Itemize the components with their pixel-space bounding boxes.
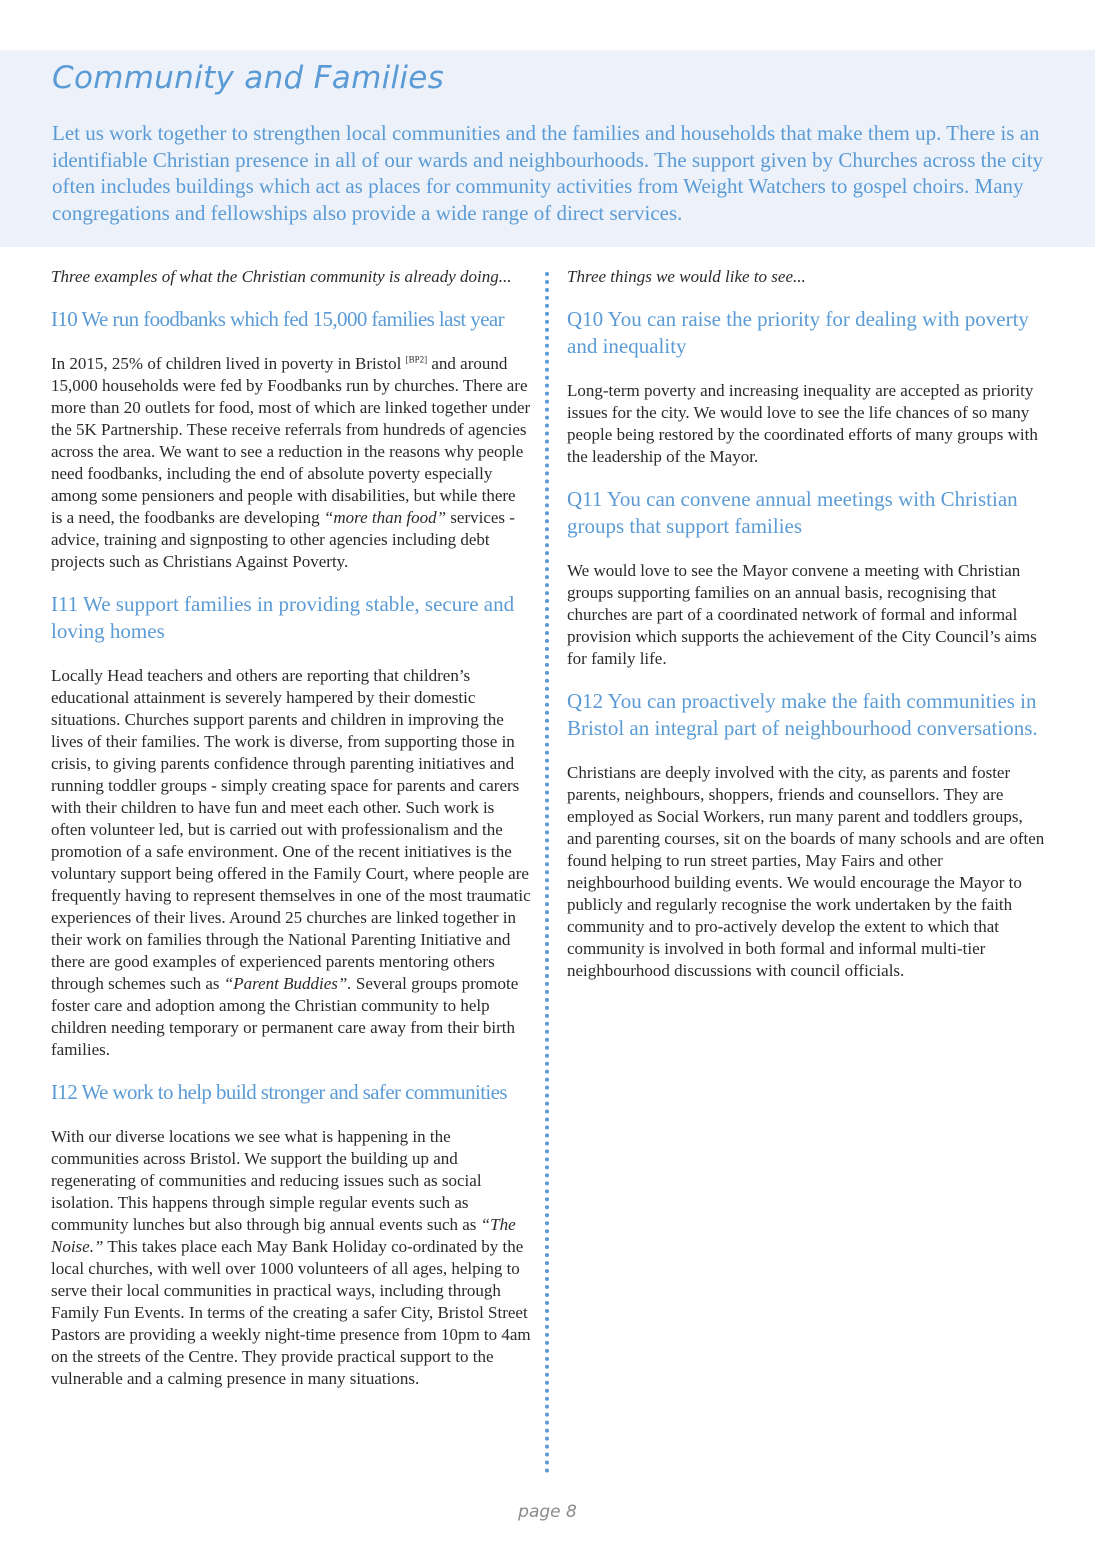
section-body-q11: We would love to see the Mayor convene a meeting with Christian groups supporting families on an annual basis, recognising that churches are part of a coordinated network of formal and informal provision which supports the achievement of the City Council’s aims for family life. bbox=[567, 561, 1037, 668]
left-column bbox=[51, 262, 531, 1408]
right-column-intro: Three things we would like to see... bbox=[567, 267, 806, 286]
section-heading-q11: Q11 You can convene annual meetings with Christian groups that support families bbox=[567, 487, 1018, 538]
section-heading-q12: Q12 You can proactively make the faith communities in Bristol an integral part of neighbourhood conversations. bbox=[567, 689, 1038, 740]
section-body-q12: Christians are deeply involved with the city, as parents and foster parents, neighbours, shoppers, friends and counsellors. They are employed as Social Workers, run many parent and toddlers groups, and parenting courses, sit on the boards of many schools and are often found helping to run street parties, May Fairs and other neighbourhood building events. We would encourage the Mayor to publicly and regularly recognise the work undertaken by the faith community and to pro-actively develop the extent to which that community is involved in both formal and informal multi-tier neighbourhood discussions with council officials. bbox=[567, 763, 1045, 980]
body-text-span: Locally Head teachers and others are reporting that children’s educational attainment is severely hampered by their domestic situations. Churches support parents and children in improving the lives of their families. The work is diverse, from supporting those in crisis, to giving parents confidence through parenting initiatives and running toddler groups - simply creating space for parents and carers with their children to have fun and meet each other. Such work is often volunteer led, but is carried out with professionalism and the promotion of a safe environment. One of the recent initiatives is the voluntary support being offered in the Family Court, where people are frequently having to represent themselves in one of the most traumatic experiences of their lives. Around 25 churches are linked together in their work on families through the National Parenting Initiative and there are good examples of experienced parents mentoring others through schemes such as bbox=[51, 666, 531, 993]
body-text-span: This takes place each May Bank Holiday co-ordinated by the local churches, with well over 1000 volunteers of all ages, helping to serve their local communities in practical ways, including through Family Fun Events. In terms of the creating a safer City, Bristol Street Pastors are providing a weekly night-time presence from 10pm to 4am on the streets of the Centre. They provide practical support to the vulnerable and a calming presence in many situations. bbox=[51, 1237, 531, 1388]
section-heading-q10: Q10 You can raise the priority for dealing with poverty and inequality bbox=[567, 307, 1029, 358]
quoted-phrase: “Parent Buddies”. bbox=[223, 974, 352, 993]
section-heading-i10: I10 We run foodbanks which fed 15,000 families last year bbox=[51, 307, 505, 331]
section-body-i10 bbox=[51, 353, 531, 573]
section-heading-i12: I12 We work to help build stronger and safer communities bbox=[51, 1080, 507, 1104]
intro-paragraph: Let us work together to strengthen local communities and the families and households that make them up. There is an identifiable Christian presence in all of our wards and neighbourhoods. The support given by Churches across the city often includes buildings which act as places for community activities from Weight Watchers to gospel choirs. Many congregations and fellowships also provide a wide range of direct services. bbox=[52, 121, 1044, 225]
page-title: Community and Families bbox=[52, 60, 445, 96]
section-body-q10: Long-term poverty and increasing inequality are accepted as priority issues for the city. We would love to see the life chances of so many people being restored by the coordinated efforts of many groups with the leadership of the Mayor. bbox=[567, 381, 1038, 466]
body-text-span: Several groups promote foster care and adoption among the Christian community to help children needing temporary or permanent care away from their birth families. bbox=[51, 974, 519, 1059]
section-body-i11 bbox=[51, 665, 531, 1061]
body-text-span: and around 15,000 households were fed by Foodbanks run by churches. There are more than 20 outlets for food, most of which are linked together under the 5K Partnership. These receive referrals from hundreds of agencies across the area. We want to see a reduction in the reasons why people need foodbanks, including the end of absolute poverty especially among some pensioners and people with disabilities, but while there is a need, the foodbanks are developing bbox=[51, 354, 531, 527]
quoted-phrase: “more than food” bbox=[323, 508, 447, 527]
page-number: page 8 bbox=[518, 1502, 577, 1522]
right-column bbox=[567, 262, 1045, 1000]
body-text-span: With our diverse locations we see what is happening in the communities across Bristol. We support the building up and regenerating of communities and reducing issues such as social isolation. This happens through simple regular events such as community lunches but also through big annual events such as bbox=[51, 1127, 482, 1234]
column-divider bbox=[545, 272, 549, 1474]
left-column-intro: Three examples of what the Christian community is already doing... bbox=[51, 267, 512, 286]
section-heading-i11: I11 We support families in providing stable, secure and loving homes bbox=[51, 592, 515, 643]
reference-marker: [BP2] bbox=[405, 354, 428, 365]
section-body-i12 bbox=[51, 1126, 531, 1390]
body-text-span: In 2015, 25% of children lived in poverty in Bristol bbox=[51, 354, 406, 373]
quoted-phrase: “The Noise.” bbox=[51, 1215, 516, 1256]
body-text-span: services - advice, training and signposting to other agencies including debt projects such as Christians Against Poverty. bbox=[51, 508, 515, 571]
